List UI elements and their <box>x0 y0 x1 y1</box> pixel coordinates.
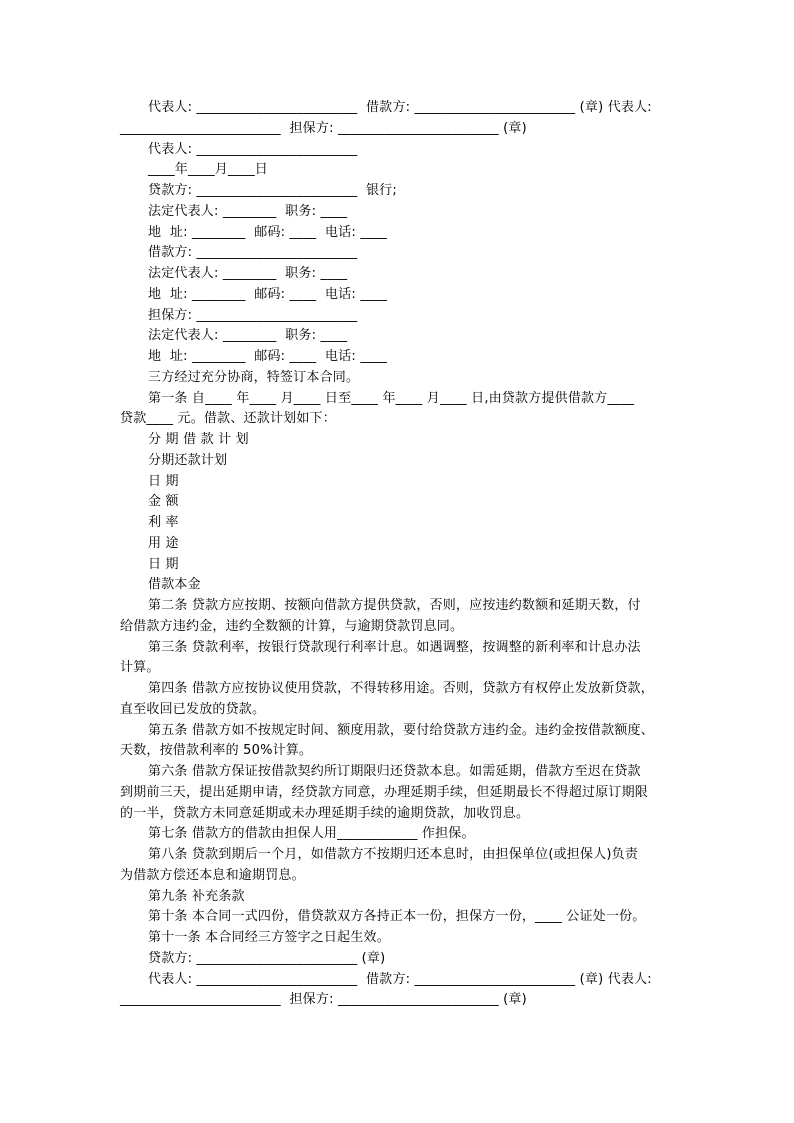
guarantor-line: 担保方: ________________________ <box>148 308 358 323</box>
article-6-line-1: 第六条 借款方保证按借款契约所订期限归还贷款本息。如需延期，借款方至迟在贷款 <box>148 764 641 779</box>
plan-heading: 分 期 借 款 计 划 <box>148 432 249 447</box>
borrower-address: 地 址: ________ 邮码: ____ 电话: ____ <box>148 287 388 302</box>
signature-line-4: ________________________ 担保方: ________________________ (章) <box>120 992 527 1007</box>
plan-item: 用 途 <box>148 536 179 551</box>
guarantor-address: 地 址: ________ 邮码: ____ 电话: ____ <box>148 349 388 364</box>
article-10: 第十条 本合同一式四份，借贷款双方各持正本一份，担保方一份，____ 公证处一份。 <box>148 909 646 924</box>
article-5-line-2: 天数，按借款利率的 50%计算。 <box>120 743 313 758</box>
plan-item: 日 期 <box>148 557 179 572</box>
article-5-line-1: 第五条 借款方如不按规定时间、额度用款，要付给贷款方违约金。违约金按借款额度、 <box>148 723 654 738</box>
plan-item: 利 率 <box>148 515 179 530</box>
article-2-line-1: 第二条 贷款方应按期、按额向借款方提供贷款，否则，应按违约数额和延期天数，付 <box>148 598 641 613</box>
article-11: 第十一条 本合同经三方签字之日起生效。 <box>148 930 390 945</box>
article-3-line-1: 第三条 贷款利率，按银行贷款现行利率计息。如遇调整，按调整的新利率和计息办法 <box>148 640 641 655</box>
plan-item: 借款本金 <box>148 577 201 592</box>
plan-item: 金 额 <box>148 494 179 509</box>
article-6-line-3: 的一半，贷款方未同意延期或未办理延期手续的逾期贷款，加收罚息。 <box>120 806 530 821</box>
plan-item: 分期还款计划 <box>148 453 228 468</box>
signature-line-1: 代表人: ________________________ 借款方: ________________________ (章) 代表人: <box>148 100 652 115</box>
representative-line: 代表人: ________________________ <box>148 142 358 157</box>
lender-signature: 贷款方: ________________________ (章) <box>148 951 386 966</box>
lender-line: 贷款方: ________________________ 银行; <box>148 183 397 198</box>
article-4-line-2: 直至收回已发放的贷款。 <box>120 702 266 717</box>
article-7: 第七条 借款方的借款由担保人用____________ 作担保。 <box>148 826 475 841</box>
article-8-line-2: 为借款方偿还本息和逾期罚息。 <box>120 868 305 883</box>
date-line: ____年____月____日 <box>148 162 268 177</box>
lender-legal-rep: 法定代表人: ________ 职务: ____ <box>148 204 348 219</box>
article-8-line-1: 第八条 贷款到期后一个月，如借款方不按期归还本息时，由担保单位(或担保人)负责 <box>148 847 639 862</box>
article-2-line-2: 给借款方违约金，违约全数额的计算，与逾期贷款罚息同。 <box>120 619 464 634</box>
preamble: 三方经过充分协商，特签订本合同。 <box>148 370 360 385</box>
article-4-line-1: 第四条 借款方应按协议使用贷款，不得转移用途。否则，贷款方有权停止发放新贷款， <box>148 681 654 696</box>
article-6-line-2: 到期前三天，提出延期申请，经贷款方同意，办理延期手续，但延期最长不得超过原订期限 <box>120 785 649 800</box>
article-3-line-2: 计算。 <box>120 660 160 675</box>
guarantor-legal-rep: 法定代表人: ________ 职务: ____ <box>148 328 348 343</box>
article-1-line-1: 第一条 自____ 年____ 月____ 日至____ 年____ 月____ 日,由贷款方提供借款方____ <box>148 391 635 406</box>
signature-line-3: 代表人: ________________________ 借款方: ________________________ (章) 代表人: <box>148 972 652 987</box>
article-1-line-2: 贷款____ 元。借款、还款计划如下： <box>120 411 336 426</box>
borrower-line: 借款方: ________________________ <box>148 245 358 260</box>
article-9: 第九条 补充条款 <box>148 889 245 904</box>
borrower-legal-rep: 法定代表人: ________ 职务: ____ <box>148 266 348 281</box>
lender-address: 地 址: ________ 邮码: ____ 电话: ____ <box>148 225 388 240</box>
signature-line-2: ________________________ 担保方: ________________________ (章) <box>120 121 527 136</box>
plan-item: 日 期 <box>148 474 179 489</box>
